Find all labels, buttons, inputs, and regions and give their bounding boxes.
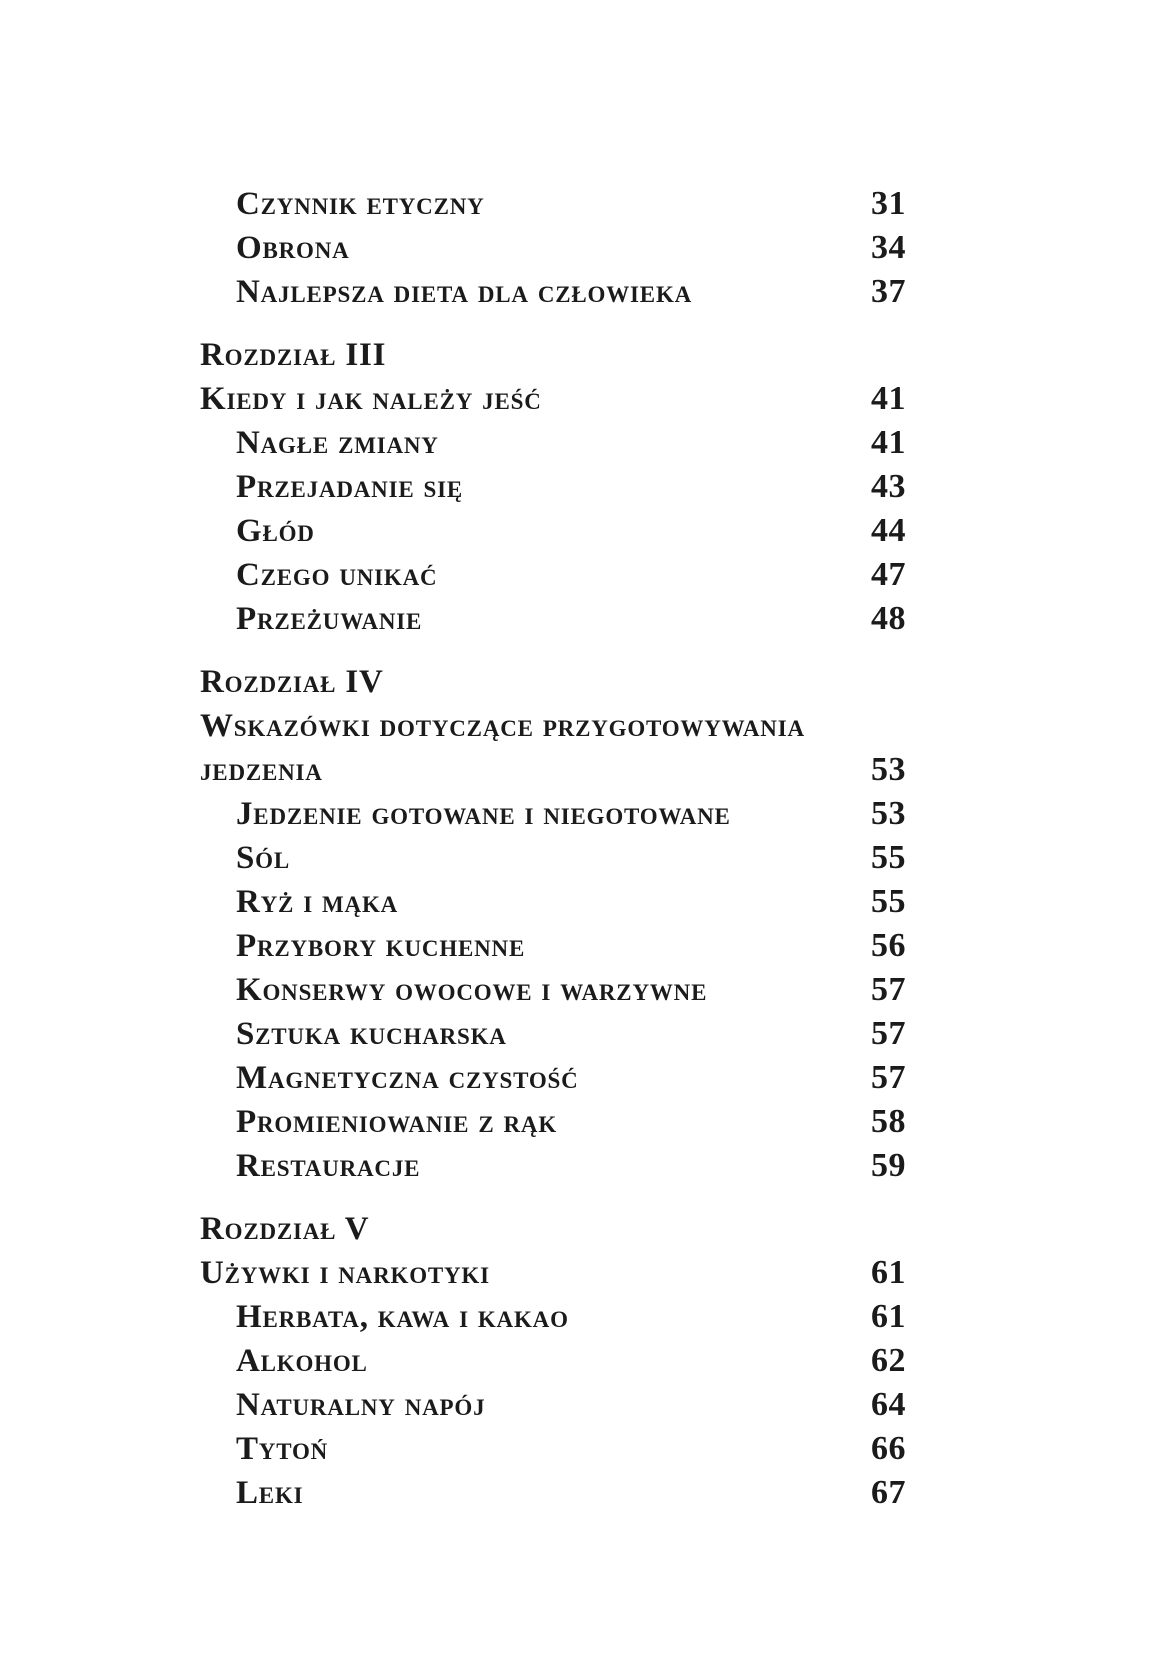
- toc-row: [200, 880, 906, 924]
- toc-entry-label: Nagłe zmiany: [236, 425, 439, 461]
- toc-entry-label: Przybory kuchenne: [236, 928, 526, 964]
- toc-row: [200, 748, 906, 792]
- toc-entry-label: Wskazówki dotyczące przygotowywania: [200, 708, 805, 744]
- toc-row: [200, 1471, 906, 1515]
- toc-entry-label: Tytoń: [236, 1431, 329, 1467]
- toc-row: [200, 509, 906, 553]
- toc-page-number: 59: [871, 1147, 906, 1184]
- toc-page-number: 56: [871, 927, 906, 964]
- toc-page-number: 43: [871, 468, 906, 505]
- toc-entry-label: Rozdział IV: [200, 664, 384, 700]
- toc-entry-label: Rozdział III: [200, 337, 387, 373]
- toc-row: [200, 1427, 906, 1471]
- toc-entry-label: Restauracje: [236, 1148, 421, 1184]
- toc-page-number: 66: [871, 1430, 906, 1467]
- toc-entry-label: Magnetyczna czystość: [236, 1060, 579, 1096]
- toc-row: [200, 182, 906, 226]
- toc-entry-label: Najlepsza dieta dla człowieka: [236, 274, 693, 310]
- toc-page-number: 31: [871, 185, 906, 222]
- toc-entry-label: Sól: [236, 840, 290, 876]
- toc-row: [200, 1383, 906, 1427]
- toc-entry-label: Promieniowanie z rąk: [236, 1104, 558, 1140]
- toc-entry-label: Obrona: [236, 230, 350, 266]
- toc-row: [200, 660, 906, 704]
- toc-row: [200, 836, 906, 880]
- toc-entry-label: Naturalny napój: [236, 1387, 486, 1423]
- toc-page-number: 62: [871, 1342, 906, 1379]
- toc-entry-label: Przejadanie się: [236, 469, 464, 505]
- toc-page-number: 53: [871, 795, 906, 832]
- toc-row: [200, 553, 906, 597]
- toc-page-number: 37: [871, 273, 906, 310]
- table-of-contents: [200, 182, 906, 1515]
- toc-row: [200, 704, 906, 748]
- toc-row: [200, 465, 906, 509]
- toc-entry-label: Herbata, kawa i kakao: [236, 1299, 569, 1335]
- toc-row: [200, 1012, 906, 1056]
- toc-page-number: 55: [871, 883, 906, 920]
- toc-entry-label: Ryż i mąka: [236, 884, 399, 920]
- toc-page-number: 48: [871, 600, 906, 637]
- toc-entry-label: Używki i narkotyki: [200, 1255, 490, 1291]
- toc-entry-label: Przeżuwanie: [236, 601, 423, 637]
- toc-row: [200, 924, 906, 968]
- toc-page-number: 53: [871, 751, 906, 788]
- toc-entry-label: Kiedy i jak należy jeść: [200, 381, 542, 417]
- toc-row: [200, 1100, 906, 1144]
- toc-entry-label: Jedzenie gotowane i niegotowane: [236, 796, 731, 832]
- toc-page-number: 58: [871, 1103, 906, 1140]
- toc-page-number: 55: [871, 839, 906, 876]
- toc-page-number: 61: [871, 1254, 906, 1291]
- toc-row: [200, 792, 906, 836]
- toc-page-number: 64: [871, 1386, 906, 1423]
- toc-entry-label: Sztuka kucharska: [236, 1016, 507, 1052]
- toc-row: [200, 968, 906, 1012]
- toc-page-number: 57: [871, 971, 906, 1008]
- toc-page-number: 41: [871, 380, 906, 417]
- toc-page-number: 44: [871, 512, 906, 549]
- toc-page-number: 34: [871, 229, 906, 266]
- toc-page-number: 57: [871, 1015, 906, 1052]
- toc-entry-label: Czego unikać: [236, 557, 438, 593]
- toc-row: [200, 421, 906, 465]
- toc-row: [200, 1295, 906, 1339]
- toc-page-number: 57: [871, 1059, 906, 1096]
- toc-entry-label: Czynnik etyczny: [236, 186, 485, 222]
- toc-entry-label: jedzenia: [200, 752, 323, 788]
- toc-row: [200, 597, 906, 641]
- toc-row: [200, 270, 906, 314]
- toc-row: [200, 333, 906, 377]
- toc-page-number: 41: [871, 424, 906, 461]
- toc-row: [200, 226, 906, 270]
- toc-entry-label: Konserwy owocowe i warzywne: [236, 972, 708, 1008]
- toc-entry-label: Rozdział V: [200, 1211, 370, 1247]
- toc-row: [200, 1339, 906, 1383]
- toc-page-number: 47: [871, 556, 906, 593]
- toc-entry-label: Głód: [236, 513, 315, 549]
- toc-row: [200, 377, 906, 421]
- toc-row: [200, 1144, 906, 1188]
- toc-page-number: 67: [871, 1474, 906, 1511]
- toc-entry-label: Alkohol: [236, 1343, 368, 1379]
- toc-page-number: 61: [871, 1298, 906, 1335]
- toc-entry-label: Leki: [236, 1475, 304, 1511]
- toc-row: [200, 1251, 906, 1295]
- toc-row: [200, 1207, 906, 1251]
- toc-row: [200, 1056, 906, 1100]
